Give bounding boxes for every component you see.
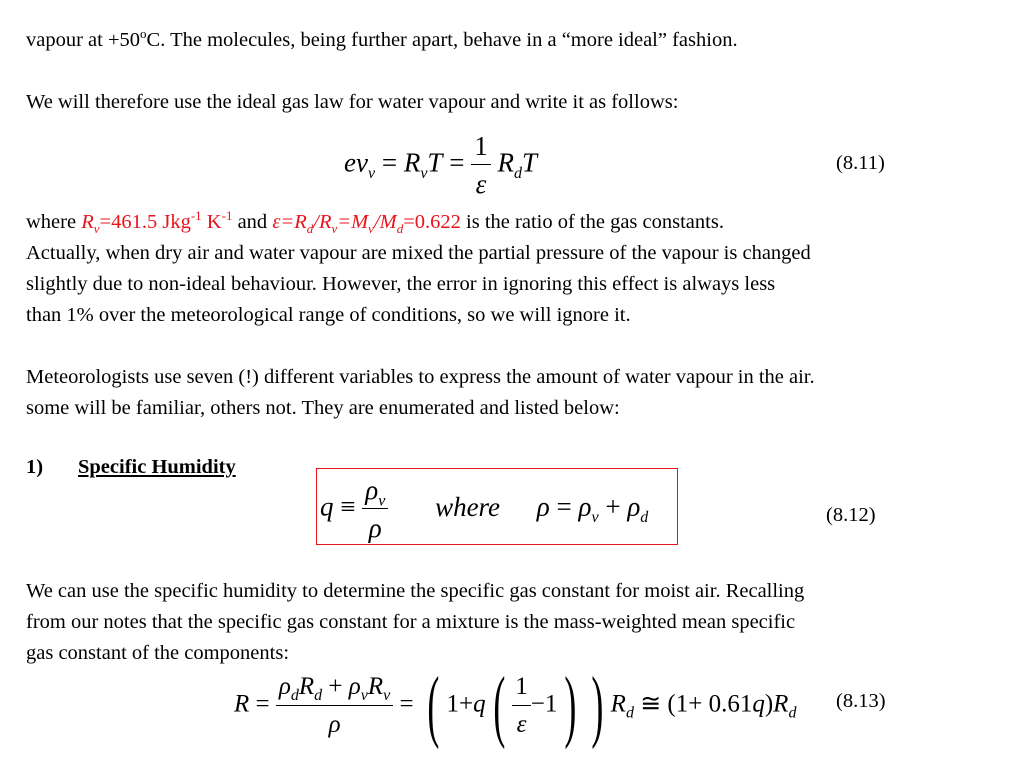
para5-line-1: We can use the specific humidity to determine the specific gas constant for moist air. Recalling <box>26 580 805 602</box>
eq811-sub-d: d <box>513 165 522 183</box>
eq813-inner-num: 1 <box>512 669 531 706</box>
eq813-inner-fraction <box>512 669 531 744</box>
eq812-equiv: ≡ <box>340 491 356 522</box>
para3-line-2: slightly due to non-ideal behaviour. However, the error in ignoring this effect is always less <box>26 273 776 295</box>
para3-tail: is the ratio of the gas constants. <box>460 211 724 233</box>
ratio-d: /M <box>373 211 397 233</box>
eq812-sub-v: v <box>591 509 599 527</box>
eq811-R2: R <box>497 147 514 178</box>
equation-number-8-12: (8.12) <box>826 504 876 526</box>
eq811-eq1: = <box>381 147 398 178</box>
eq813-R: R <box>234 690 250 718</box>
eq811-eq2: = <box>449 147 465 178</box>
ratio-c-sub: v <box>368 221 374 237</box>
rv-value: =461.5 Jkg <box>99 211 191 233</box>
eq813-approx-q: q <box>752 690 765 718</box>
eq813-sub-v1: v <box>360 686 368 704</box>
eq812-denominator <box>362 509 388 547</box>
eq811-numerator: 1 <box>471 128 491 165</box>
eq812-num-sub: v <box>378 492 386 510</box>
eq811-fraction <box>471 128 491 203</box>
eq813-sub-v2: v <box>383 686 391 704</box>
ratio-b: /R <box>313 211 332 233</box>
ratio-value: =0.622 <box>403 211 461 233</box>
ratio-d-sub: d <box>396 221 404 237</box>
eq813-plus2: + <box>459 690 474 718</box>
eq811-sub-v2: v <box>420 165 428 183</box>
eq813-sub-d4: d <box>788 704 797 722</box>
para3-where: where <box>26 211 82 233</box>
para4-line-2: some will be familiar, others not. They are enumerated and listed below: <box>26 397 620 419</box>
section-title: Specific Humidity <box>78 456 236 478</box>
eq813-paren-close-outer: ) <box>591 662 604 750</box>
para5-line-2: from our notes that the specific gas constant for a mixture is the mass-weighted mean specific <box>26 611 796 633</box>
para-vapour-line <box>26 28 738 52</box>
eq813-minus: − <box>530 690 545 718</box>
eps-symbol: ε <box>272 211 281 233</box>
ratio-b-sub: v <box>331 221 338 237</box>
eq813-R-d2: R <box>610 690 626 718</box>
rv-R: R <box>81 211 94 233</box>
rv-exp2: -1 <box>221 208 233 224</box>
section-number: 1) <box>26 456 44 478</box>
eq813-rho-v: ρ <box>348 672 361 700</box>
eq813-fraction <box>276 669 393 744</box>
eq811-e: e <box>344 147 356 178</box>
eq813-approx-R: R <box>773 690 789 718</box>
eq812-fraction <box>362 472 388 547</box>
eq813-rho-den: ρ <box>328 710 341 738</box>
eq812-q: q <box>320 491 334 522</box>
eq813-R-d: R <box>298 672 315 700</box>
para5-line-3: gas constant of the components: <box>26 642 290 664</box>
eq812-where: where <box>435 491 501 522</box>
eq813-numerator <box>276 669 393 706</box>
eq813-rho-d: ρ <box>278 672 291 700</box>
equation-number-8-11: (8.11) <box>836 152 885 174</box>
para1-post: C. The molecules, being further apart, behave in a “more ideal” fashion. <box>146 29 738 51</box>
eq812-rho-d: ρ <box>627 491 641 522</box>
eq813-paren-open-outer: ( <box>427 662 440 750</box>
equation-8-13 <box>234 662 797 750</box>
para4-line-1: Meteorologists use seven (!) different variables to express the amount of water vapour in the air. <box>26 366 815 388</box>
equation-8-12 <box>320 472 648 547</box>
para3-line-3: than 1% over the meteorological range of conditions, so we will ignore it. <box>26 304 631 326</box>
equation-number-8-13: (8.13) <box>836 690 886 712</box>
eq813-approx-open: (1+ 0.61 <box>667 690 753 718</box>
rv-unit-k: K <box>201 211 222 233</box>
eq811-R1: R <box>403 147 421 178</box>
eq813-denominator <box>276 706 393 744</box>
eq812-rho-v: ρ <box>578 491 592 522</box>
eq813-sub-d2: d <box>314 686 323 704</box>
eq811-T1: T <box>427 147 443 178</box>
eq813-approx: ≅ <box>640 690 662 718</box>
degree-sup: o <box>140 26 147 42</box>
para3-line-1: Actually, when dry air and water vapour are mixed the partial pressure of the vapour is changed <box>26 242 811 264</box>
eq813-paren-close-inner: ) <box>564 662 577 750</box>
para-where-rv <box>26 208 724 237</box>
eq813-R-v: R <box>367 672 384 700</box>
eq813-one2: 1 <box>544 690 558 718</box>
eq811-sub-v1: v <box>367 165 376 183</box>
eq813-eq2: = <box>399 690 414 718</box>
eq813-sub-d3: d <box>625 704 634 722</box>
equation-8-11 <box>344 128 537 203</box>
ratio-a-sub: d <box>306 221 314 237</box>
ratio-c: =M <box>337 211 369 233</box>
eq813-plus: + <box>328 672 343 700</box>
eq811-v: v <box>355 147 368 178</box>
eq812-eqsign: = <box>556 491 572 522</box>
eq812-sub-d: d <box>640 509 649 527</box>
eq813-eq1: = <box>255 690 270 718</box>
eq812-rho-den: ρ <box>368 513 382 543</box>
eq813-paren-open-inner: ( <box>492 662 505 750</box>
eq813-approx-close: ) <box>764 690 774 718</box>
eq812-rho-lhs: ρ <box>536 491 550 522</box>
para1-pre: vapour at +50 <box>26 29 141 51</box>
eq811-T2: T <box>521 147 537 178</box>
rv-exp1: -1 <box>190 208 202 224</box>
para-ideal-gas-intro: We will therefore use the ideal gas law for water vapour and write it as follows: <box>26 91 679 113</box>
eq811-denominator: ε <box>475 169 487 199</box>
eq812-rho-num: ρ <box>365 475 379 505</box>
ratio-a: =R <box>280 211 307 233</box>
eq812-numerator <box>362 472 388 509</box>
eq812-plus: + <box>605 491 621 522</box>
eq813-one: 1 <box>446 690 460 718</box>
eq813-q: q <box>473 690 486 718</box>
rv-sub: v <box>93 221 100 237</box>
eq813-inner-den: ε <box>516 710 527 738</box>
eq813-sub-d1: d <box>290 686 299 704</box>
para3-and: and <box>232 211 273 233</box>
